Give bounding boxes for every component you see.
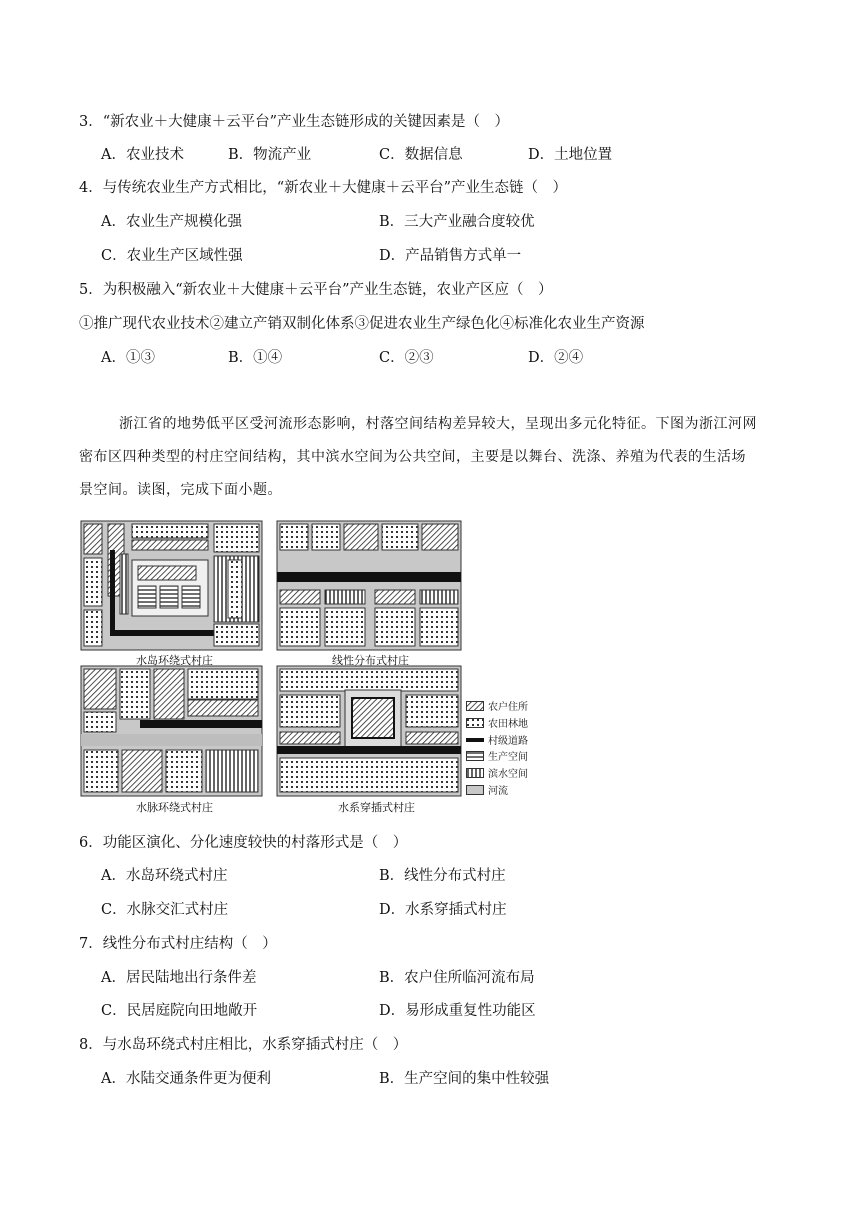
- field-swatch: [466, 718, 484, 728]
- legend-label-production: 生产空间: [488, 752, 528, 763]
- panel-water-vein: [81, 666, 262, 796]
- q3-option-b[interactable]: B．物流产业: [228, 147, 312, 163]
- legend-item-production: [466, 748, 528, 763]
- caption-water-vein: 水脉环绕式村庄: [136, 801, 213, 814]
- caption-linear: 线性分布式村庄: [332, 654, 409, 667]
- road-swatch: [466, 735, 484, 745]
- q4-option-b[interactable]: B．三大产业融合度较优: [379, 214, 535, 230]
- caption-water-system: 水系穿插式村庄: [338, 801, 415, 814]
- q3-option-d[interactable]: D．土地位置: [528, 147, 613, 163]
- legend-item-house: [466, 698, 528, 713]
- passage-line-2: 密布区四种类型的村庄空间结构，其中滨水空间为公共空间，主要是以舞台、洗涤、养殖为代表的生活场: [79, 449, 746, 465]
- question-8-stem: 8．与水岛环绕式村庄相比，水系穿插式村庄（ ）: [79, 1037, 408, 1053]
- q8-option-b[interactable]: B．生产空间的集中性较强: [379, 1071, 550, 1087]
- q6-option-c[interactable]: C．水脉交汇式村庄: [101, 902, 229, 918]
- q7-option-a[interactable]: A．居民陆地出行条件差: [101, 970, 257, 986]
- q6-option-a[interactable]: A．水岛环绕式村庄: [101, 868, 228, 884]
- waterfront-swatch: [466, 768, 484, 778]
- q7-option-c[interactable]: C．民居庭院向田地敞开: [101, 1003, 258, 1019]
- legend-label-river: 河流: [488, 786, 508, 797]
- legend-item-waterfront: [466, 765, 528, 780]
- q6-option-b[interactable]: B．线性分布式村庄: [379, 868, 506, 884]
- q7-option-d[interactable]: D．易形成重复性功能区: [379, 1003, 536, 1019]
- q8-option-a[interactable]: A．水陆交通条件更为便利: [101, 1071, 271, 1087]
- q5-option-b[interactable]: B．①④: [228, 350, 283, 366]
- q7-option-b[interactable]: B．农户住所临河流布局: [379, 970, 535, 986]
- question-3-stem: 3．“新农业＋大健康＋云平台”产业生态链形成的关键因素是（ ）: [79, 114, 510, 130]
- q3-option-a[interactable]: A．农业技术: [101, 147, 184, 163]
- legend-label-road: 村级道路: [488, 736, 528, 747]
- q4-option-a[interactable]: A．农业生产规模化强: [101, 214, 242, 230]
- q4-option-c[interactable]: C．农业生产区域性强: [101, 248, 243, 264]
- question-4-stem: 4．与传统农业生产方式相比，“新农业＋大健康＋云平台”产业生态链（ ）: [79, 180, 568, 196]
- reading-passage: [79, 408, 781, 507]
- legend-item-field: [466, 715, 528, 730]
- q4-option-d[interactable]: D．产品销售方式单一: [379, 248, 522, 264]
- legend-label-house: 农户住所: [488, 702, 528, 713]
- q5-option-c[interactable]: C．②③: [379, 350, 434, 366]
- legend-item-river: [466, 782, 508, 797]
- caption-water-island: 水岛环绕式村庄: [136, 654, 213, 667]
- question-6-stem: 6．功能区演化、分化速度较快的村落形式是（ ）: [79, 835, 408, 851]
- panel-water-island: [81, 521, 262, 650]
- question-5-stem: 5．为积极融入“新农业＋大健康＋云平台”产业生态链，农业产区应（ ）: [79, 282, 553, 298]
- panel-water-system: [277, 666, 461, 796]
- passage-line-1: 浙江省的地势低平区受河流形态影响，村落空间结构差异较大，呈现出多元化特征。下图为浙江河网: [119, 416, 757, 432]
- q6-option-d[interactable]: D．水系穿插式村庄: [379, 902, 507, 918]
- legend-label-waterfront: 滨水空间: [488, 769, 528, 780]
- river-swatch: [466, 785, 484, 795]
- legend-label-field: 农田林地: [488, 719, 528, 730]
- village-structure-figure: [80, 520, 550, 815]
- panel-linear: [277, 521, 461, 650]
- passage-line-3: 景空间。读图，完成下面小题。: [79, 482, 282, 498]
- house-swatch: [466, 701, 484, 711]
- production-swatch: [466, 751, 484, 761]
- question-5-statements: ①推广现代农业技术②建立产销双制化体系③促进农业生产绿色化④标准化农业生产资源: [79, 316, 645, 332]
- legend-item-road: [466, 732, 528, 747]
- q3-option-c[interactable]: C．数据信息: [379, 147, 463, 163]
- q5-option-a[interactable]: A．①③: [101, 350, 155, 366]
- question-7-stem: 7．线性分布式村庄结构（ ）: [79, 936, 277, 952]
- q5-option-d[interactable]: D．②④: [528, 350, 584, 366]
